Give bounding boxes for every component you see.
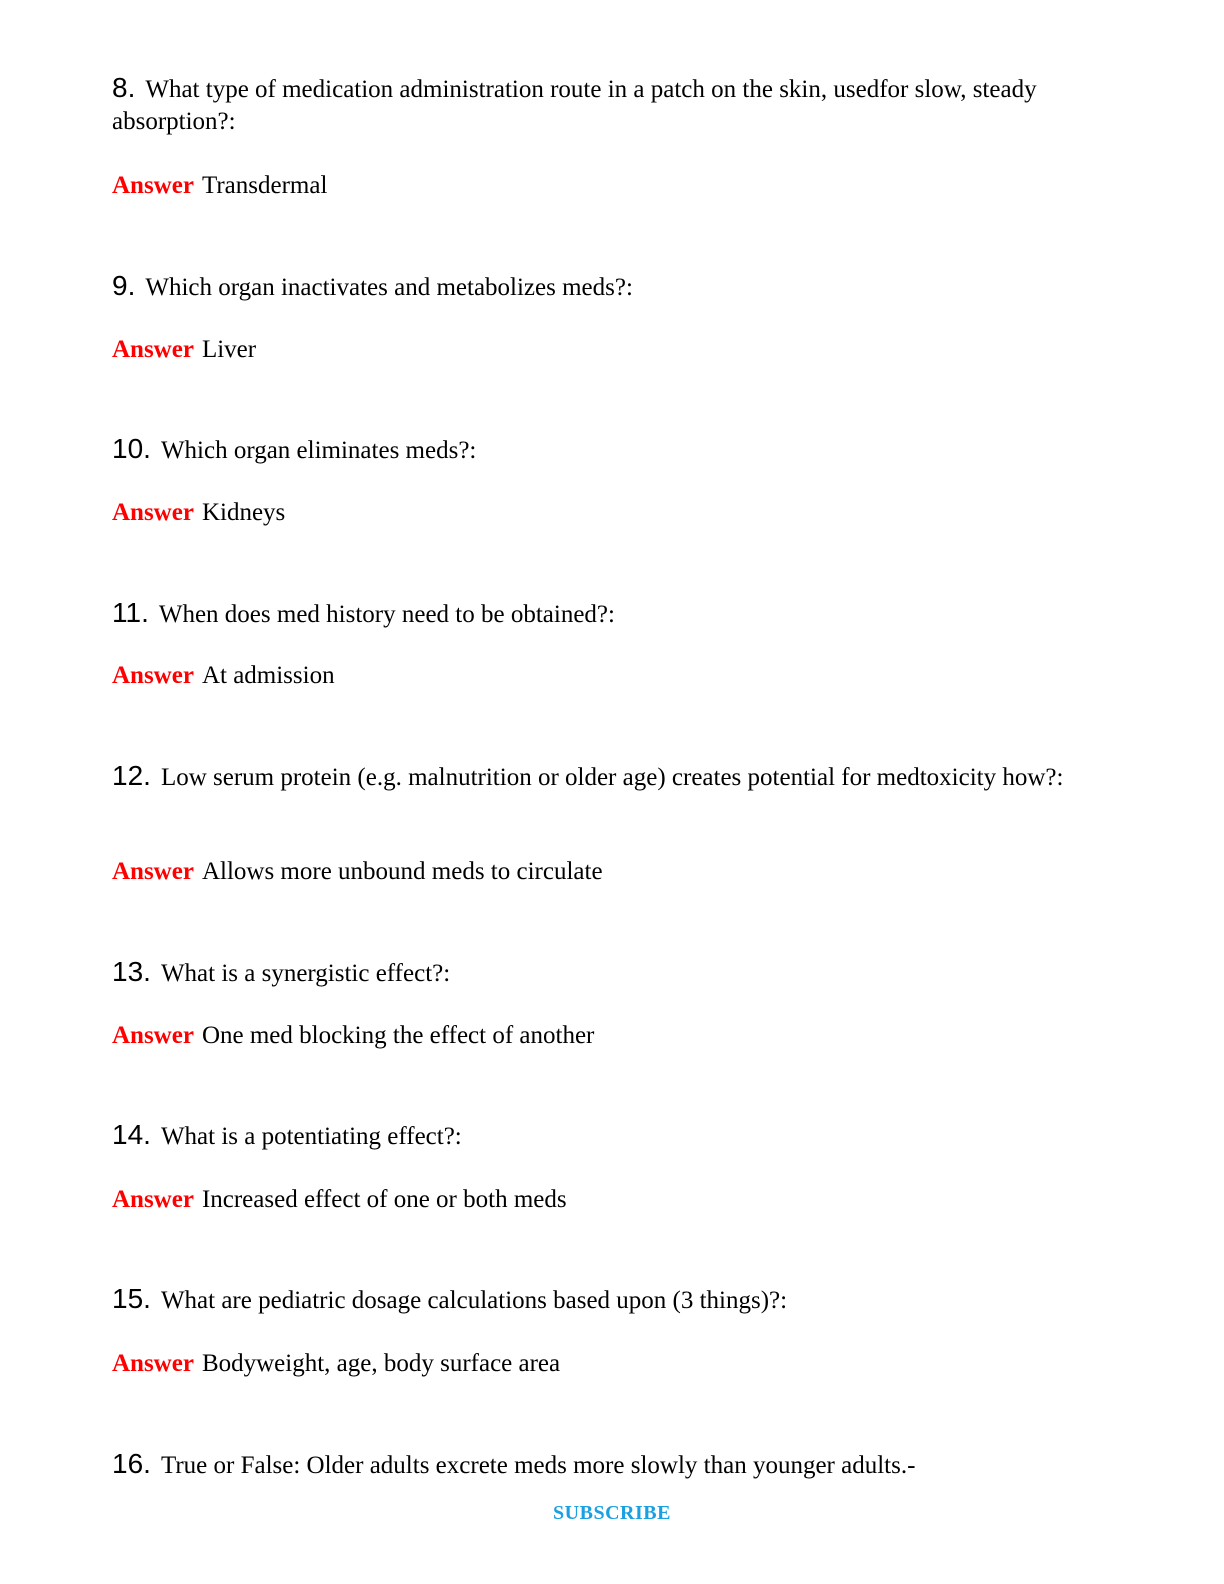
answer-label: Answer <box>112 1022 194 1049</box>
answer-text: Liver <box>201 336 257 363</box>
answer-12 <box>112 856 1112 888</box>
question-9 <box>112 270 1112 304</box>
answer-label: Answer <box>112 172 194 199</box>
question-text: Which organ inactivates and metabolizes meds?: <box>145 274 633 301</box>
question-text: What is a synergistic effect?: <box>160 960 451 987</box>
answer-14 <box>112 1184 1112 1216</box>
answer-label: Answer <box>112 662 194 689</box>
question-text: What is a potentiating effect?: <box>160 1123 462 1150</box>
question-text: What type of medication administration route in a patch on the skin, usedfor slow, steady absorption?: <box>112 76 1037 135</box>
answer-text: Transdermal <box>201 172 328 199</box>
answer-9 <box>112 334 1112 366</box>
question-number: 13. <box>112 956 151 987</box>
question-text: What are pediatric dosage calculations based upon (3 things)?: <box>160 1287 788 1314</box>
question-14 <box>112 1119 1112 1153</box>
subscribe-link[interactable]: SUBSCRIBE <box>553 1502 671 1524</box>
answer-label: Answer <box>112 858 194 885</box>
question-number: 12. <box>112 760 151 791</box>
question-number: 9. <box>112 270 136 301</box>
question-number: 10. <box>112 433 151 464</box>
answer-13 <box>112 1020 1112 1052</box>
question-15 <box>112 1283 1112 1317</box>
question-text: When does med history need to be obtained?: <box>158 601 615 628</box>
answer-15 <box>112 1348 1112 1380</box>
question-13 <box>112 956 1112 990</box>
question-8 <box>112 72 1112 138</box>
question-11 <box>112 597 1112 631</box>
question-12 <box>112 760 1112 794</box>
answer-10 <box>112 497 1112 529</box>
answer-8 <box>112 170 1112 202</box>
answer-text: Increased effect of one or both meds <box>201 1186 567 1213</box>
answer-text: Allows more unbound meds to circulate <box>201 858 603 885</box>
answer-text: Bodyweight, age, body surface area <box>201 1350 561 1377</box>
question-number: 15. <box>112 1283 151 1314</box>
answer-label: Answer <box>112 1350 194 1377</box>
question-text: True or False: Older adults excrete meds more slowly than younger adults.- <box>160 1452 916 1479</box>
answer-label: Answer <box>112 336 194 363</box>
answer-label: Answer <box>112 1186 194 1213</box>
answer-text: At admission <box>201 662 335 689</box>
answer-11 <box>112 660 1112 692</box>
question-10 <box>112 433 1112 467</box>
question-number: 11. <box>112 597 149 628</box>
question-text: Which organ eliminates meds?: <box>160 437 477 464</box>
question-number: 14. <box>112 1119 151 1150</box>
question-number: 8. <box>112 72 136 103</box>
question-number: 16. <box>112 1448 151 1479</box>
answer-label: Answer <box>112 499 194 526</box>
answer-text: Kidneys <box>201 499 286 526</box>
answer-text: One med blocking the effect of another <box>201 1022 595 1049</box>
question-16 <box>112 1448 1112 1482</box>
question-text: Low serum protein (e.g. malnutrition or older age) creates potential for medtoxicity how?: <box>160 764 1064 791</box>
